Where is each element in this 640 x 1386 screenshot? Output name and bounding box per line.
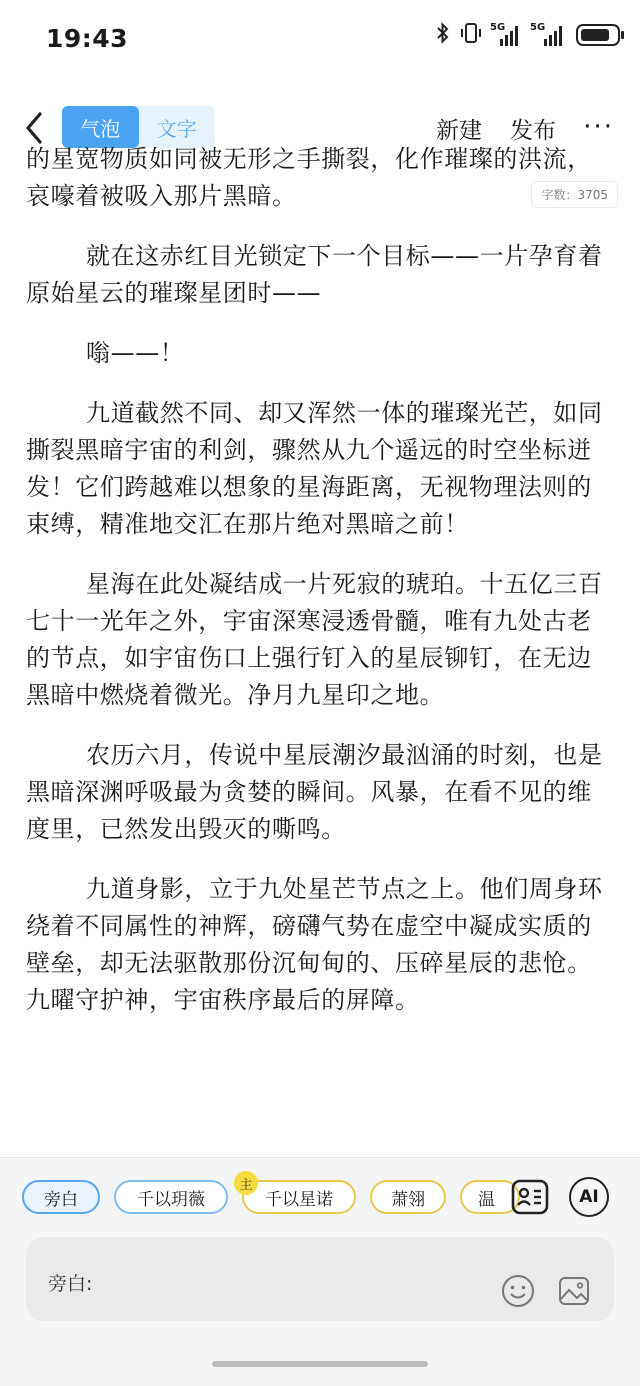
character-chip-narrator[interactable]: 旁白 (22, 1180, 100, 1214)
vibrate-icon (460, 22, 482, 48)
bottom-panel (0, 1157, 640, 1386)
dialogue-input[interactable] (26, 1237, 614, 1321)
input-speaker-label: 旁白: (48, 1273, 93, 1295)
signal-icon-2: 5G (532, 24, 566, 46)
status-bar (0, 0, 640, 82)
new-button[interactable]: 新建 (436, 118, 482, 144)
tab-text[interactable]: 文字 (156, 116, 197, 141)
paragraph: 九道截然不同、却又浑然一体的璀璨光芒，如同撕裂黑暗宇宙的利剑，骤然从九个遥远的时空坐标迸发！它们跨越难以想象的星海距离，无视物理法则的束缚，精准地交汇在那片绝对黑暗之前！ (26, 399, 603, 538)
main-character-badge: 主 (234, 1171, 258, 1195)
paragraph: 星海在此处凝结成一片死寂的琥珀。十五亿三百七十一光年之外，宇宙深寒浸透骨髓，唯有九处古老的节点，如宇宙伤口上强行钉入的星辰铆钉，在无边黑暗中燃烧着微光。净月九星印之地。 (26, 570, 603, 709)
more-icon[interactable]: ··· (583, 112, 614, 142)
contact-card-icon[interactable] (510, 1177, 550, 1217)
character-chip[interactable]: 千以玥薇 (114, 1180, 228, 1214)
ai-button[interactable]: AI (569, 1177, 609, 1217)
paragraph: 农历六月，传说中星辰潮汐最汹涌的时刻，也是黑暗深渊呼吸最为贪婪的瞬间。风暴，在看不见的维度里，已然发出毁灭的嘶鸣。 (26, 741, 603, 843)
character-chip[interactable]: 萧翎 (370, 1180, 446, 1214)
paragraph: 嗡——！ (86, 339, 185, 367)
paragraph: 九道身影，立于九处星芒节点之上。他们周身环绕着不同属性的神辉，磅礴气势在虚空中凝成实质的壁垒，却无法驱散那份沉甸甸的、压碎星辰的悲怆。九曜守护神，宇宙秩序最后的屏障。 (26, 875, 603, 1014)
paragraph: 的星宽物质如同被无形之手撕裂，化作璀璨的洪流，哀嚎着被吸入那片黑暗。 (26, 145, 592, 210)
paragraph: 就在这赤红目光锁定下一个目标——一片孕育着原始星云的璀璨星团时—— (26, 242, 603, 307)
story-content[interactable] (26, 145, 616, 1155)
tab-bubble[interactable]: 气泡 (62, 106, 139, 148)
publish-button[interactable]: 发布 (510, 118, 556, 144)
image-icon[interactable] (556, 1273, 592, 1309)
status-icons (436, 22, 620, 48)
character-chip[interactable]: 千以星诺 (242, 1180, 356, 1214)
bluetooth-icon (436, 22, 450, 48)
character-chip[interactable]: 温 (460, 1180, 520, 1214)
home-indicator[interactable] (212, 1361, 428, 1367)
signal-icon: 5G (492, 24, 522, 46)
battery-icon (576, 24, 620, 46)
emoji-icon[interactable] (500, 1273, 536, 1309)
battery-level (581, 29, 609, 41)
word-count-badge: 字数：3705 (531, 181, 618, 208)
status-time: 19:43 (46, 24, 129, 53)
